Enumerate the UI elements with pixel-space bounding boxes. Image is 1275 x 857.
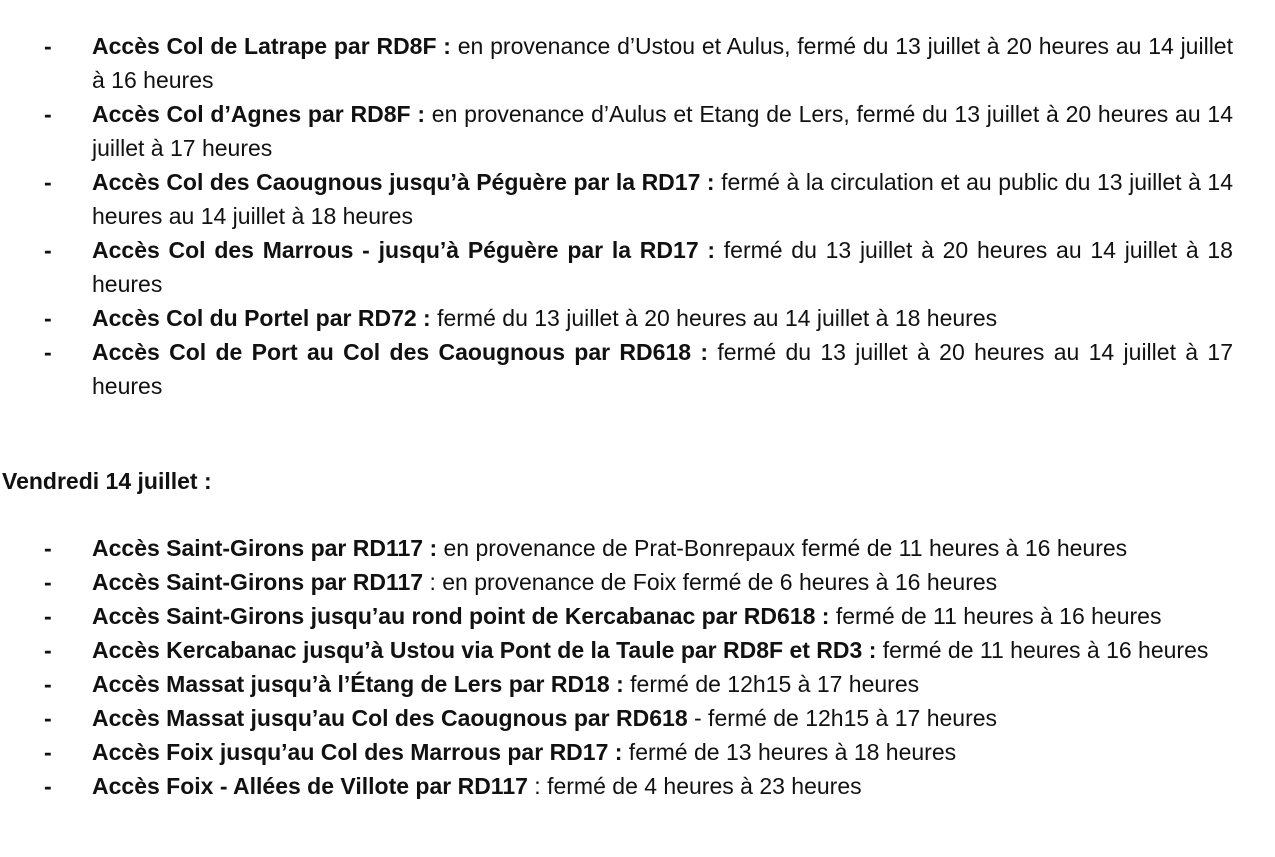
bullet-dash: - xyxy=(44,33,52,59)
list-item xyxy=(0,735,1275,769)
closure-details: fermé de 11 heures à 16 heures xyxy=(829,603,1162,629)
closure-details: : en provenance de Foix fermé de 6 heures à 16 heures xyxy=(423,569,998,595)
list-item xyxy=(0,29,1275,97)
road-access-title: Accès Saint-Girons par RD117 : xyxy=(92,535,438,561)
list-item xyxy=(0,701,1275,735)
bullet-dash: - xyxy=(44,569,52,595)
list-item xyxy=(0,165,1275,233)
list-item xyxy=(0,769,1275,803)
road-access-title: Accès Foix - Allées de Villote par RD117 xyxy=(92,773,528,799)
road-access-title: Accès Col des Marrous - jusqu’à Péguère par la RD17 : xyxy=(92,237,716,263)
list-item xyxy=(0,335,1275,403)
bullet-dash: - xyxy=(44,169,52,195)
bullet-dash: - xyxy=(44,603,52,629)
road-access-title: Accès Saint-Girons jusqu’au rond point de Kercabanac par RD618 : xyxy=(92,603,830,629)
road-access-title: Accès Col des Caougnous jusqu’à Péguère par la RD17 : xyxy=(92,169,715,195)
closure-details: fermé à la circulation et au public du 13 juillet à 14 heures au 14 juillet à 18 heures xyxy=(92,169,1234,229)
section-heading-14-july: Vendredi 14 juillet : xyxy=(2,468,212,494)
road-access-title: Accès Foix jusqu’au Col des Marrous par RD17 : xyxy=(92,739,623,765)
list-item xyxy=(0,531,1275,565)
road-access-title: Accès Massat jusqu’au Col des Caougnous par RD618 xyxy=(92,705,688,731)
road-access-title: Accès Kercabanac jusqu’à Ustou via Pont de la Taule par RD8F et RD3 : xyxy=(92,637,877,663)
bullet-dash: - xyxy=(44,237,52,263)
list-item xyxy=(0,633,1275,667)
list-item xyxy=(0,301,1275,335)
road-access-title: Accès Col du Portel par RD72 : xyxy=(92,305,431,331)
bullet-dash: - xyxy=(44,101,52,127)
list-item xyxy=(0,97,1275,165)
road-access-title: Accès Massat jusqu’à l’Étang de Lers par RD18 : xyxy=(92,671,624,697)
list-item xyxy=(0,233,1275,301)
closure-details: en provenance d’Aulus et Etang de Lers, fermé du 13 juillet à 20 heures au 14 juillet à 17 heures xyxy=(92,101,1233,161)
bullet-dash: - xyxy=(44,305,52,331)
list-item xyxy=(0,599,1275,633)
bullet-dash: - xyxy=(44,535,52,561)
closure-details: fermé du 13 juillet à 20 heures au 14 juillet à 17 heures xyxy=(92,339,1233,399)
closure-details: fermé de 11 heures à 16 heures xyxy=(876,637,1209,663)
road-access-title: Accès Col d’Agnes par RD8F : xyxy=(92,101,425,127)
closure-details: - fermé de 12h15 à 17 heures xyxy=(687,705,998,731)
bullet-dash: - xyxy=(44,339,52,365)
list-item xyxy=(0,565,1275,599)
closure-details: fermé du 13 juillet à 20 heures au 14 juillet à 18 heures xyxy=(430,305,998,331)
closure-details: fermé de 12h15 à 17 heures xyxy=(623,671,920,697)
bullet-dash: - xyxy=(44,671,52,697)
bullet-dash: - xyxy=(44,739,52,765)
closure-details: fermé du 13 juillet à 20 heures au 14 juillet à 18 heures xyxy=(92,237,1233,297)
road-access-title: Accès Col de Port au Col des Caougnous par RD618 : xyxy=(92,339,709,365)
closure-details: : fermé de 4 heures à 23 heures xyxy=(527,773,862,799)
closure-details: en provenance d’Ustou et Aulus, fermé du 13 juillet à 20 heures au 14 juillet à 16 heures xyxy=(92,33,1233,93)
list-item xyxy=(0,667,1275,701)
road-access-title: Accès Col de Latrape par RD8F : xyxy=(92,33,451,59)
bullet-dash: - xyxy=(44,637,52,663)
closure-details: fermé de 13 heures à 18 heures xyxy=(622,739,957,765)
closures-list-14-july xyxy=(0,531,1275,803)
road-access-title: Accès Saint-Girons par RD117 xyxy=(92,569,424,595)
bullet-dash: - xyxy=(44,773,52,799)
closures-list-13-july xyxy=(0,29,1275,403)
bullet-dash: - xyxy=(44,705,52,731)
closure-details: en provenance de Prat-Bonrepaux fermé de 11 heures à 16 heures xyxy=(437,535,1128,561)
